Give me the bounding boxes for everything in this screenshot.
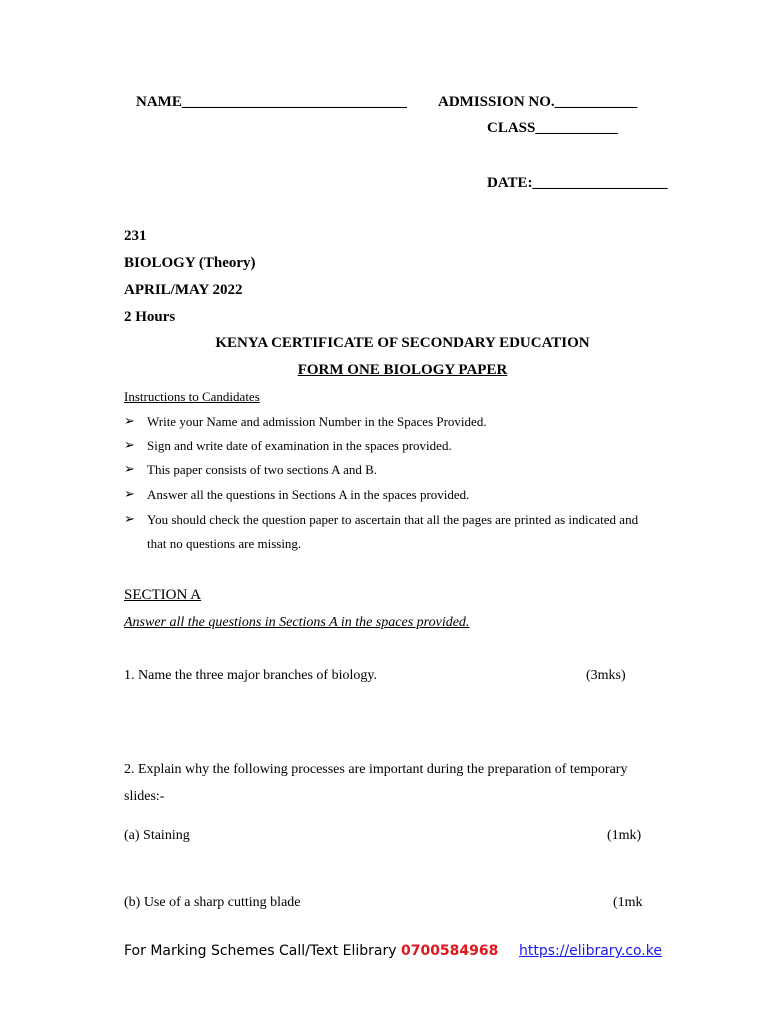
arrow-bullet-icon: ➢	[124, 437, 135, 452]
paper-session: APRIL/MAY 2022	[124, 282, 243, 298]
section-a-title: SECTION A	[124, 587, 202, 603]
question-2b-marks: (1mk	[613, 895, 643, 910]
paper-subject: BIOLOGY (Theory)	[124, 255, 256, 271]
list-item-continuation: that no questions are missing.	[147, 536, 302, 551]
footer-link[interactable]: https://elibrary.co.ke	[519, 943, 662, 959]
question-2b-text: (b) Use of a sharp cutting blade	[124, 895, 301, 910]
name-field: NAME______________________________	[136, 94, 407, 110]
exam-title: KENYA CERTIFICATE OF SECONDARY EDUCATION	[215, 335, 590, 351]
question-1-text: 1. Name the three major branches of biology.	[124, 668, 377, 683]
footer-text	[124, 943, 498, 959]
arrow-bullet-icon: ➢	[124, 461, 135, 476]
question-2a-marks: (1mk)	[607, 828, 642, 843]
admission-number-field: ADMISSION NO.___________	[438, 94, 638, 110]
question-2a-text: (a) Staining	[124, 828, 190, 843]
arrow-bullet-icon: ➢	[124, 486, 135, 501]
paper-code: 231	[124, 228, 147, 244]
arrow-bullet-icon: ➢	[124, 413, 135, 428]
question-2-text-continuation: slides:-	[124, 789, 165, 804]
instructions-heading: Instructions to Candidates	[124, 389, 260, 404]
question-1-marks: (3mks)	[586, 668, 626, 683]
paper-duration: 2 Hours	[124, 309, 176, 325]
footer-phone: 0700584968	[400, 943, 499, 959]
date-field: DATE:__________________	[487, 175, 668, 191]
arrow-bullet-icon: ➢	[124, 511, 135, 526]
footer-label: For Marking Schemes Call/Text Elibrary	[124, 943, 401, 959]
section-a-subtitle: Answer all the questions in Sections A in the spaces provided.	[124, 615, 470, 630]
paper-title: FORM ONE BIOLOGY PAPER	[297, 362, 508, 378]
question-2-text: 2. Explain why the following processes are important during the preparation of temporary	[124, 762, 628, 777]
class-field: CLASS___________	[487, 120, 618, 136]
